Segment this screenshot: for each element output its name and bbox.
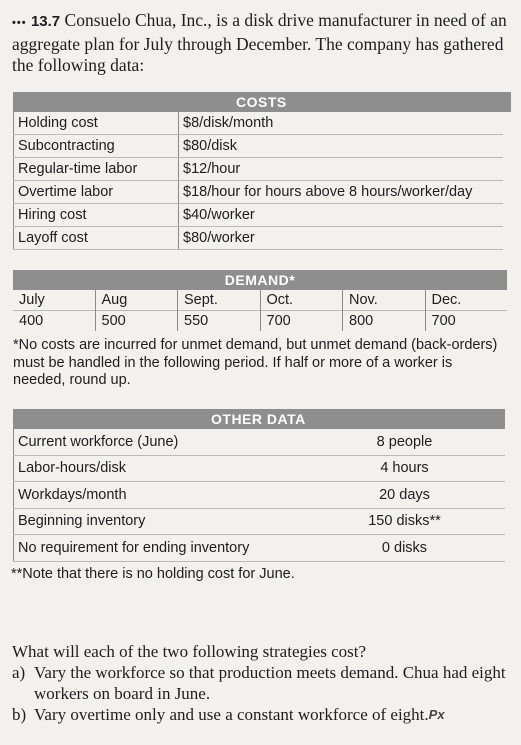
strategy-b-marker: b) — [12, 705, 27, 724]
other-value: 4 hours — [304, 455, 505, 482]
strategy-b-text: Vary overtime only and use a constant workforce of eight. — [34, 705, 429, 724]
costs-table — [13, 112, 503, 250]
month-label: Oct. — [261, 290, 343, 311]
other-value: 20 days — [304, 482, 505, 509]
cost-value: $12/hour — [179, 158, 504, 181]
table-row — [14, 112, 504, 135]
cost-label: Holding cost — [14, 112, 179, 135]
cost-label: Regular-time labor — [14, 158, 179, 181]
demand-column — [95, 290, 178, 331]
demand-value: 800 — [349, 313, 374, 329]
other-value: 150 disks** — [304, 508, 505, 535]
strategy-a-marker: a) — [12, 663, 26, 682]
problem-text: Consuelo Chua, Inc., is a disk drive manufacturer in need of an aggregate plan for July through December. The company has gathered the following data: — [12, 10, 507, 75]
other-label: No requirement for ending inventory — [14, 535, 305, 562]
table-row — [14, 482, 506, 509]
cost-value: $40/worker — [179, 204, 504, 227]
month-label: Sept. — [178, 290, 260, 311]
px-icon: Px — [428, 707, 445, 722]
other-label: Current workforce (June) — [14, 429, 305, 455]
costs-title: COSTS — [13, 92, 511, 112]
table-row — [14, 455, 506, 482]
table-row — [14, 204, 504, 227]
question-prompt: What will each of the two following strategies cost? — [12, 642, 367, 661]
demand-table — [13, 290, 507, 331]
other-label: Beginning inventory — [14, 508, 305, 535]
other-data-block — [13, 409, 505, 562]
other-data-title: OTHER DATA — [13, 409, 505, 429]
demand-value: 400 — [19, 313, 44, 329]
month-label: Aug — [96, 290, 178, 311]
demand-column — [425, 290, 508, 331]
table-row — [14, 227, 504, 250]
cost-label: Layoff cost — [14, 227, 179, 250]
month-label: July — [13, 290, 95, 311]
table-row — [14, 429, 506, 455]
demand-column — [177, 290, 260, 331]
strategy-b — [12, 704, 510, 725]
cost-value: $8/disk/month — [179, 112, 504, 135]
strategy-a — [12, 662, 510, 704]
demand-column — [342, 290, 425, 331]
demand-value: 700 — [266, 313, 291, 329]
demand-table-block — [13, 270, 507, 331]
difficulty-dots: ••• — [12, 17, 27, 29]
demand-column — [260, 290, 343, 331]
table-row — [14, 135, 504, 158]
demand-title: DEMAND* — [13, 270, 507, 290]
problem-statement — [12, 10, 512, 76]
demand-value: 700 — [431, 313, 456, 329]
question-block — [12, 641, 510, 725]
table-row — [14, 508, 506, 535]
table-row — [14, 535, 506, 562]
cost-value: $80/worker — [179, 227, 504, 250]
demand-value: 550 — [184, 313, 209, 329]
other-label: Labor-hours/disk — [14, 455, 305, 482]
other-value: 8 people — [304, 429, 505, 455]
cost-label: Subcontracting — [14, 135, 179, 158]
table-row — [14, 158, 504, 181]
other-data-table — [13, 429, 505, 562]
strategy-a-text: Vary the workforce so that production meets demand. Chua had eight workers on board in June. — [34, 663, 506, 703]
demand-column — [13, 290, 95, 331]
month-label: Dec. — [426, 290, 508, 311]
costs-table-block — [13, 92, 511, 250]
table-row — [14, 181, 504, 204]
holding-cost-footnote: **Note that there is no holding cost for June. — [11, 566, 295, 582]
other-label: Workdays/month — [14, 482, 305, 509]
demand-value: 500 — [101, 313, 126, 329]
cost-value: $18/hour for hours above 8 hours/worker/day — [179, 181, 504, 204]
other-value: 0 disks — [304, 535, 505, 562]
demand-footnote: *No costs are incurred for unmet demand, but unmet demand (back-orders) must be handled in the following period. If half or more of a worker is needed, round up. — [13, 337, 498, 388]
cost-value: $80/disk — [179, 135, 504, 158]
month-label: Nov. — [343, 290, 425, 311]
cost-label: Hiring cost — [14, 204, 179, 227]
problem-number: 13.7 — [30, 13, 61, 30]
cost-label: Overtime labor — [14, 181, 179, 204]
